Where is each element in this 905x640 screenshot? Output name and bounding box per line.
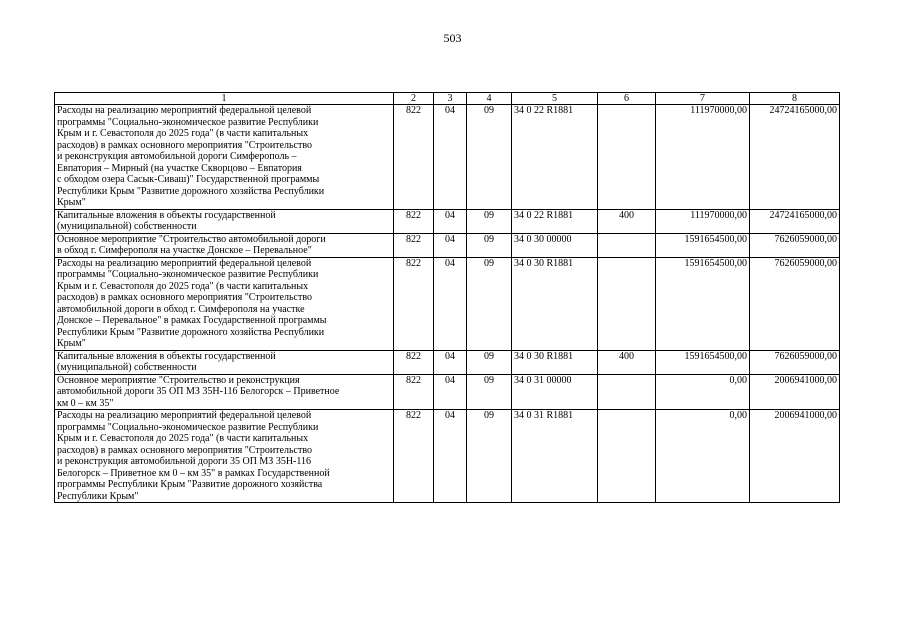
row-grbs-code: 822	[394, 257, 434, 350]
table-row	[55, 350, 840, 374]
table-row	[55, 374, 840, 410]
row-expense-type: 400	[598, 350, 656, 374]
row-subsection-code: 09	[467, 350, 512, 374]
row-target-article: 34 0 31 00000	[512, 374, 598, 410]
row-grbs-code: 822	[394, 410, 434, 503]
row-grbs-code: 822	[394, 233, 434, 257]
row-subsection-code: 09	[467, 374, 512, 410]
row-section-code: 04	[434, 209, 467, 233]
column-header: 4	[467, 93, 512, 105]
row-grbs-code: 822	[394, 105, 434, 210]
column-header: 5	[512, 93, 598, 105]
row-target-article: 34 0 30 00000	[512, 233, 598, 257]
row-amount-1: 111970000,00	[656, 105, 750, 210]
row-amount-2: 2006941000,00	[750, 410, 840, 503]
row-description: Основное мероприятие "Строительство и реконструкция автомобильной дороги 35 ОП МЗ 35Н-116 Белогорск – Приветное км 0 – км 35"	[55, 374, 394, 410]
column-header: 3	[434, 93, 467, 105]
table-row	[55, 105, 840, 210]
column-header: 7	[656, 93, 750, 105]
row-amount-1: 1591654500,00	[656, 257, 750, 350]
row-amount-1: 111970000,00	[656, 209, 750, 233]
row-subsection-code: 09	[467, 233, 512, 257]
row-description: Расходы на реализацию мероприятий федеральной целевой программы "Социально-экономическое развитие Республики Крым и г. Севастополя до 2025 года" (в части капитальных расходов) в рамках основного мероприятия "Строительство и реконструкция автомобильной дороги 35 ОП МЗ 35Н-116 Белогорск – Приветное км 0 – км 35" в рамках Государственной программы Республики Крым "Развитие дорожного хозяйства Республики Крым"	[55, 410, 394, 503]
column-header: 6	[598, 93, 656, 105]
page-number: 503	[443, 31, 462, 45]
row-amount-1: 1591654500,00	[656, 350, 750, 374]
row-target-article: 34 0 31 R1881	[512, 410, 598, 503]
row-description: Капитальные вложения в объекты государственной (муниципальной) собственности	[55, 209, 394, 233]
row-amount-2: 24724165000,00	[750, 209, 840, 233]
row-target-article: 34 0 30 R1881	[512, 350, 598, 374]
row-amount-1: 0,00	[656, 410, 750, 503]
row-expense-type	[598, 374, 656, 410]
row-amount-2: 7626059000,00	[750, 257, 840, 350]
row-expense-type: 400	[598, 209, 656, 233]
row-target-article: 34 0 22 R1881	[512, 105, 598, 210]
row-amount-1: 1591654500,00	[656, 233, 750, 257]
row-description: Капитальные вложения в объекты государственной (муниципальной) собственности	[55, 350, 394, 374]
row-description: Основное мероприятие "Строительство автомобильной дороги в обход г. Симферополя на участке Донское – Перевальное"	[55, 233, 394, 257]
row-section-code: 04	[434, 350, 467, 374]
table-row	[55, 233, 840, 257]
row-expense-type	[598, 105, 656, 210]
row-section-code: 04	[434, 257, 467, 350]
row-grbs-code: 822	[394, 209, 434, 233]
row-target-article: 34 0 30 R1881	[512, 257, 598, 350]
table-row	[55, 209, 840, 233]
row-description: Расходы на реализацию мероприятий федеральной целевой программы "Социально-экономическое развитие Республики Крым и г. Севастополя до 2025 года" (в части капитальных расходов) в рамках основного мероприятия "Строительство автомобильной дороги в обход г. Симферополя на участке Донское – Перевальное" в рамках Государственной программы Республики Крым "Развитие дорожного хозяйства Республики Крым"	[55, 257, 394, 350]
column-header: 2	[394, 93, 434, 105]
row-subsection-code: 09	[467, 410, 512, 503]
row-grbs-code: 822	[394, 374, 434, 410]
row-expense-type	[598, 233, 656, 257]
table-header-row	[55, 93, 840, 105]
row-subsection-code: 09	[467, 257, 512, 350]
row-amount-2: 7626059000,00	[750, 233, 840, 257]
row-amount-2: 24724165000,00	[750, 105, 840, 210]
row-grbs-code: 822	[394, 350, 434, 374]
row-amount-2: 2006941000,00	[750, 374, 840, 410]
column-header: 1	[55, 93, 394, 105]
column-header: 8	[750, 93, 840, 105]
table-row	[55, 257, 840, 350]
row-section-code: 04	[434, 233, 467, 257]
row-expense-type	[598, 410, 656, 503]
budget-table	[54, 92, 840, 503]
row-expense-type	[598, 257, 656, 350]
row-subsection-code: 09	[467, 105, 512, 210]
row-section-code: 04	[434, 410, 467, 503]
row-section-code: 04	[434, 105, 467, 210]
row-subsection-code: 09	[467, 209, 512, 233]
row-target-article: 34 0 22 R1881	[512, 209, 598, 233]
row-description: Расходы на реализацию мероприятий федеральной целевой программы "Социально-экономическое развитие Республики Крым и г. Севастополя до 2025 года" (в части капитальных расходов) в рамках основного мероприятия "Строительство и реконструкция автомобильной дороги Симферополь – Евпатория – Мирный (на участке Скворцово – Евпатория с обходом озера Сасык-Сиваш)" Государственной программы Республики Крым "Развитие дорожного хозяйства Республики Крым"	[55, 105, 394, 210]
row-amount-2: 7626059000,00	[750, 350, 840, 374]
row-amount-1: 0,00	[656, 374, 750, 410]
row-section-code: 04	[434, 374, 467, 410]
table-row	[55, 410, 840, 503]
